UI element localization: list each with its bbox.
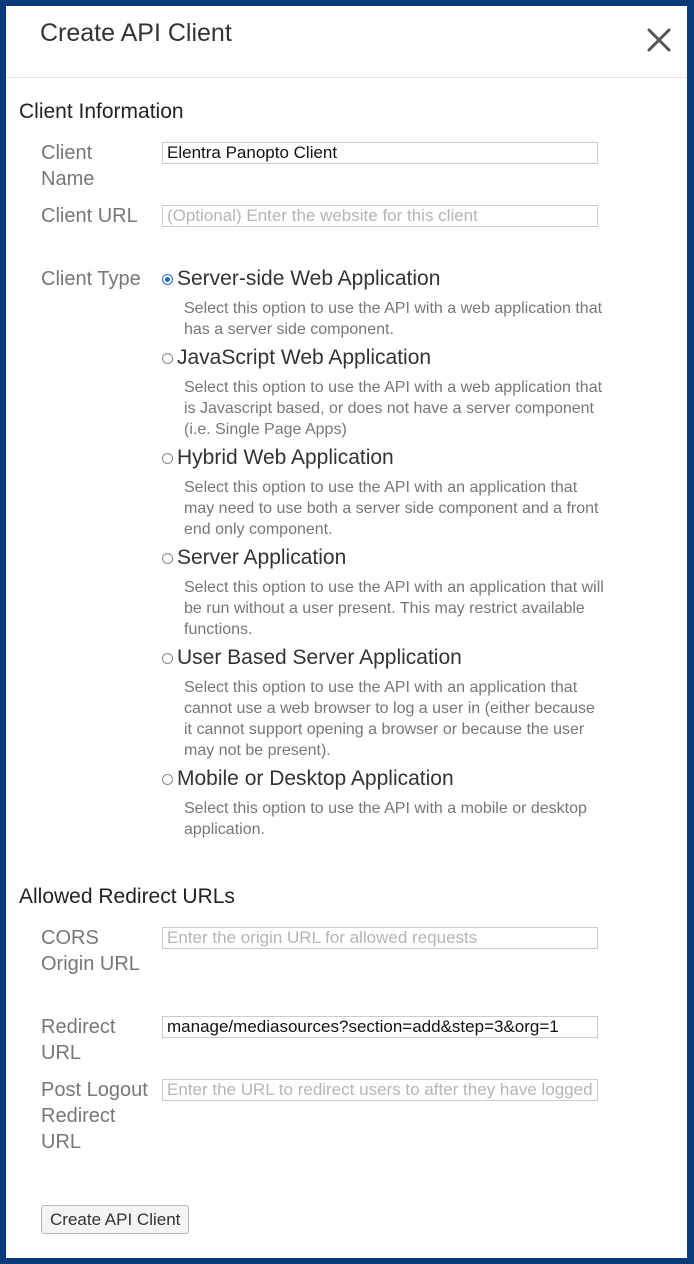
radio-button[interactable] — [162, 774, 173, 785]
radio-javascript-web-application[interactable] — [162, 346, 431, 370]
radio-label: Server Application — [177, 546, 347, 569]
radio-label: JavaScript Web Application — [177, 346, 432, 369]
close-icon-glyph — [645, 26, 673, 54]
radio-server-application[interactable] — [162, 546, 346, 570]
radio-button[interactable] — [162, 274, 173, 285]
option-description: Select this option to use the API with a mobile or desktop application. — [184, 800, 587, 838]
radio-server-side-web-application[interactable] — [162, 267, 440, 291]
client-url-field[interactable] — [162, 205, 598, 227]
create-api-client-button[interactable]: Create API Client — [41, 1205, 189, 1234]
radio-button[interactable] — [162, 653, 173, 664]
dialog-title: Create API Client — [40, 19, 232, 47]
radio-mobile-or-desktop-application[interactable] — [162, 767, 454, 791]
close-icon[interactable] — [645, 26, 673, 54]
client-name-label: Client Name — [41, 142, 95, 190]
option-description: Select this option to use the API with an application that will be run without a user present. This may restrict available functions. — [184, 579, 604, 638]
radio-label: Mobile or Desktop Application — [177, 767, 454, 790]
client-type-label: Client Type — [41, 268, 141, 290]
option-description: Select this option to use the API with a web application that has a server side component. — [184, 300, 603, 338]
radio-hybrid-web-application[interactable] — [162, 446, 394, 470]
radio-label: Server-side Web Application — [177, 267, 441, 290]
radio-label: Hybrid Web Application — [177, 446, 394, 469]
client-name-field[interactable] — [162, 142, 598, 164]
allowed-redirect-urls-heading: Allowed Redirect URLs — [19, 885, 235, 908]
radio-user-based-server-application[interactable] — [162, 646, 462, 670]
redirect-url-field[interactable] — [162, 1016, 598, 1038]
option-description: Select this option to use the API with an application that may need to use both a server side component and a front end only component. — [184, 479, 599, 538]
option-description: Select this option to use the API with an application that cannot use a web browser to log a user in (either because it cannot support opening a browser or because the user may not be present). — [184, 679, 595, 759]
create-api-client-dialog — [6, 6, 687, 1258]
post-logout-redirect-url-label: Post Logout Redirect URL — [41, 1079, 148, 1153]
dialog-header — [6, 6, 687, 78]
cors-origin-url-label: CORS Origin URL — [41, 927, 140, 975]
radio-label: User Based Server Application — [177, 646, 462, 669]
cors-origin-url-field[interactable] — [162, 927, 598, 949]
client-url-label: Client URL — [41, 205, 138, 227]
client-information-heading: Client Information — [19, 100, 184, 123]
option-description: Select this option to use the API with a web application that is Javascript based, or does not have a server component (i.e. Single Page Apps) — [184, 379, 603, 438]
radio-button[interactable] — [162, 353, 173, 364]
radio-button[interactable] — [162, 553, 173, 564]
radio-button[interactable] — [162, 453, 173, 464]
redirect-url-label: Redirect URL — [41, 1016, 116, 1064]
post-logout-redirect-url-field[interactable] — [162, 1079, 598, 1101]
